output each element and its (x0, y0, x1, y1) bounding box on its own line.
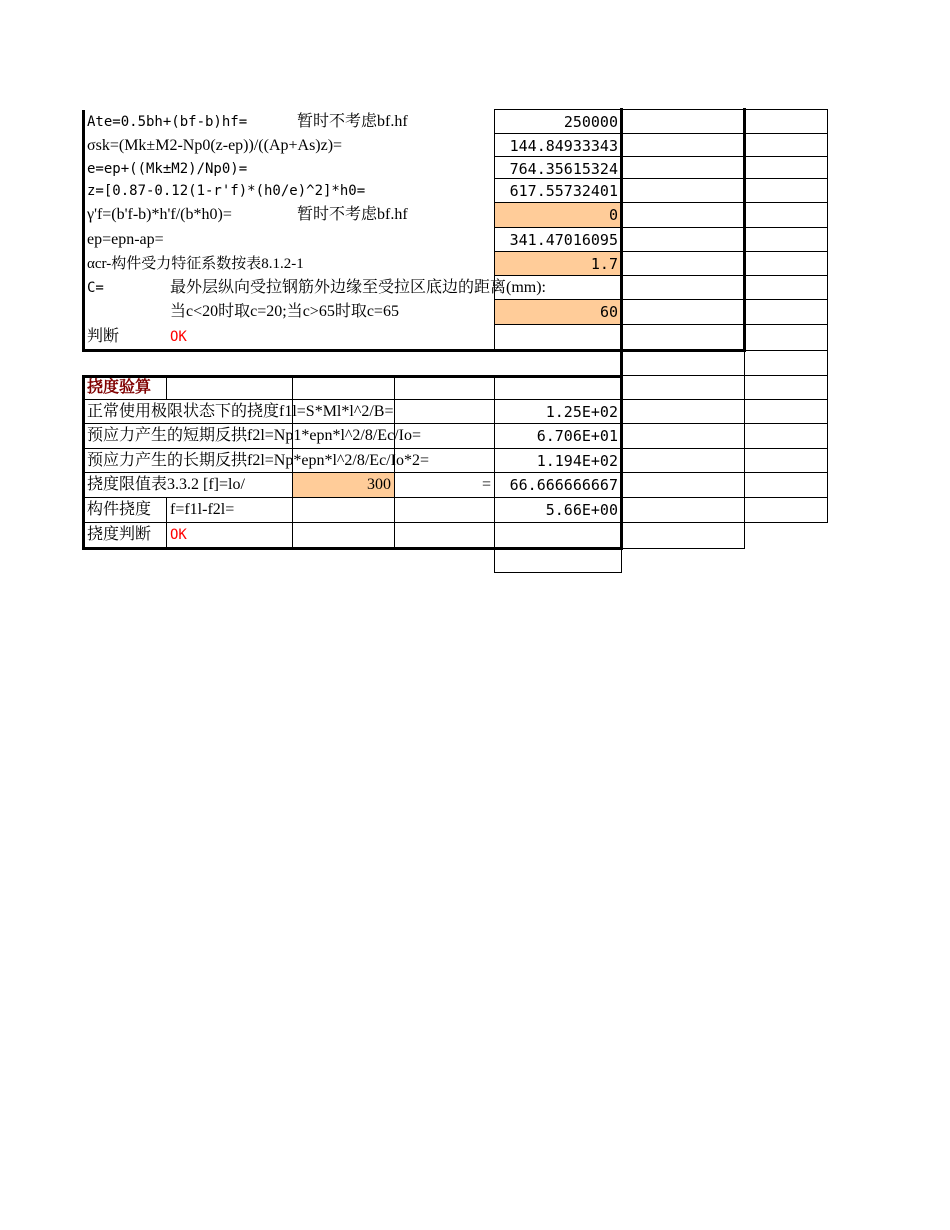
border-line (620, 108, 623, 550)
value-f2l-long[interactable]: 1.194E+02 (536, 452, 618, 470)
border-line (621, 548, 745, 549)
result-deflection-judge[interactable]: OK (170, 527, 187, 543)
border-line (621, 375, 828, 376)
border-line (494, 178, 828, 179)
value-f1l[interactable]: 1.25E+02 (545, 403, 618, 421)
label-judge[interactable]: 判断 (87, 328, 120, 345)
value-alpha-cr[interactable]: 1.7 (495, 252, 621, 276)
border-line (494, 109, 828, 110)
formula-ep[interactable]: ep=epn-ap= (87, 231, 164, 248)
border-line (82, 375, 623, 378)
formula-alpha-cr[interactable]: αcr-构件受力特征系数按表8.1.2-1 (87, 256, 304, 272)
border-line (82, 547, 623, 550)
value-f2l-short[interactable]: 6.706E+01 (536, 427, 618, 445)
border-line (84, 423, 828, 424)
border-line (166, 377, 167, 399)
label-limit[interactable]: 挠度限值表3.3.2 [f]=lo/ (87, 476, 245, 493)
value-e[interactable]: 764.35615324 (509, 160, 618, 178)
border-line (84, 399, 828, 400)
border-line (494, 377, 495, 573)
note-ate[interactable]: 暂时不考虑bf.hf (297, 113, 408, 130)
border-line (494, 572, 621, 573)
input-limit-divisor[interactable]: 300 (293, 473, 394, 497)
note-c-distance[interactable]: 最外层纵向受拉钢筋外边缘至受拉区底边的距离(mm): (170, 279, 546, 296)
border-line (621, 350, 828, 351)
section-title-deflection[interactable]: 挠度验算 (87, 379, 152, 396)
value-limit[interactable]: 66.666666667 (509, 476, 618, 494)
formula-z[interactable]: z=[0.87-0.12(1-r'f)*(h0/e)^2]*h0= (87, 183, 366, 199)
border-line (84, 497, 828, 498)
limit-equals[interactable]: = (481, 476, 491, 493)
label-f2l-short[interactable]: 预应力产生的短期反拱f2l=Np1*epn*l^2/8/Ec/Io= (87, 427, 421, 444)
value-member-deflection[interactable]: 5.66E+00 (545, 501, 618, 519)
border-line (827, 109, 828, 523)
border-line (494, 156, 828, 157)
formula-e[interactable]: e=ep+((Mk±M2)/Np0)= (87, 161, 248, 177)
label-deflection-judge[interactable]: 挠度判断 (87, 526, 152, 543)
formula-gamma-f[interactable]: γ'f=(b'f-b)*h'f/(b*h0)= (87, 206, 232, 223)
label-f1l[interactable]: 正常使用极限状态下的挠度f1l=S*Ml*l^2/B= (87, 403, 394, 420)
border-line (743, 108, 746, 352)
note-c-limits[interactable]: 当c<20时取c=20;当c>65时取c=65 (170, 303, 399, 320)
note-gamma-f[interactable]: 暂时不考虑bf.hf (297, 206, 408, 223)
formula-c[interactable]: C= (87, 280, 104, 296)
border-line (621, 549, 622, 573)
border-line (84, 522, 828, 523)
label-member-deflection[interactable]: 构件挠度 (87, 501, 152, 518)
border-line (494, 324, 828, 325)
label-f2l-long[interactable]: 预应力产生的长期反拱f2l=Np*epn*l^2/8/Ec/Io*2= (87, 452, 429, 469)
formula-ate[interactable]: Ate=0.5bh+(bf-b)hf= (87, 114, 248, 130)
border-line (494, 110, 495, 350)
formula-sigma-sk[interactable]: σsk=(Mk±M2-Np0(z-ep))/((Ap+As)z)= (87, 137, 343, 154)
border-line (494, 202, 828, 203)
border-line (494, 251, 828, 252)
border-line (494, 227, 828, 228)
value-ate[interactable]: 250000 (563, 113, 618, 131)
result-judge[interactable]: OK (170, 329, 187, 345)
value-sigma-sk[interactable]: 144.84933343 (509, 137, 618, 155)
border-line (82, 110, 85, 352)
formula-member-deflection[interactable]: f=f1l-f2l= (170, 501, 235, 518)
border-line (494, 275, 828, 276)
border-line (84, 448, 828, 449)
value-z[interactable]: 617.55732401 (509, 182, 618, 200)
border-line (494, 299, 828, 300)
value-gamma-f[interactable]: 0 (495, 203, 621, 227)
border-line (744, 350, 745, 549)
value-ep[interactable]: 341.47016095 (509, 231, 618, 249)
border-line (84, 472, 828, 473)
border-line (494, 133, 828, 134)
value-c[interactable]: 60 (495, 300, 621, 324)
